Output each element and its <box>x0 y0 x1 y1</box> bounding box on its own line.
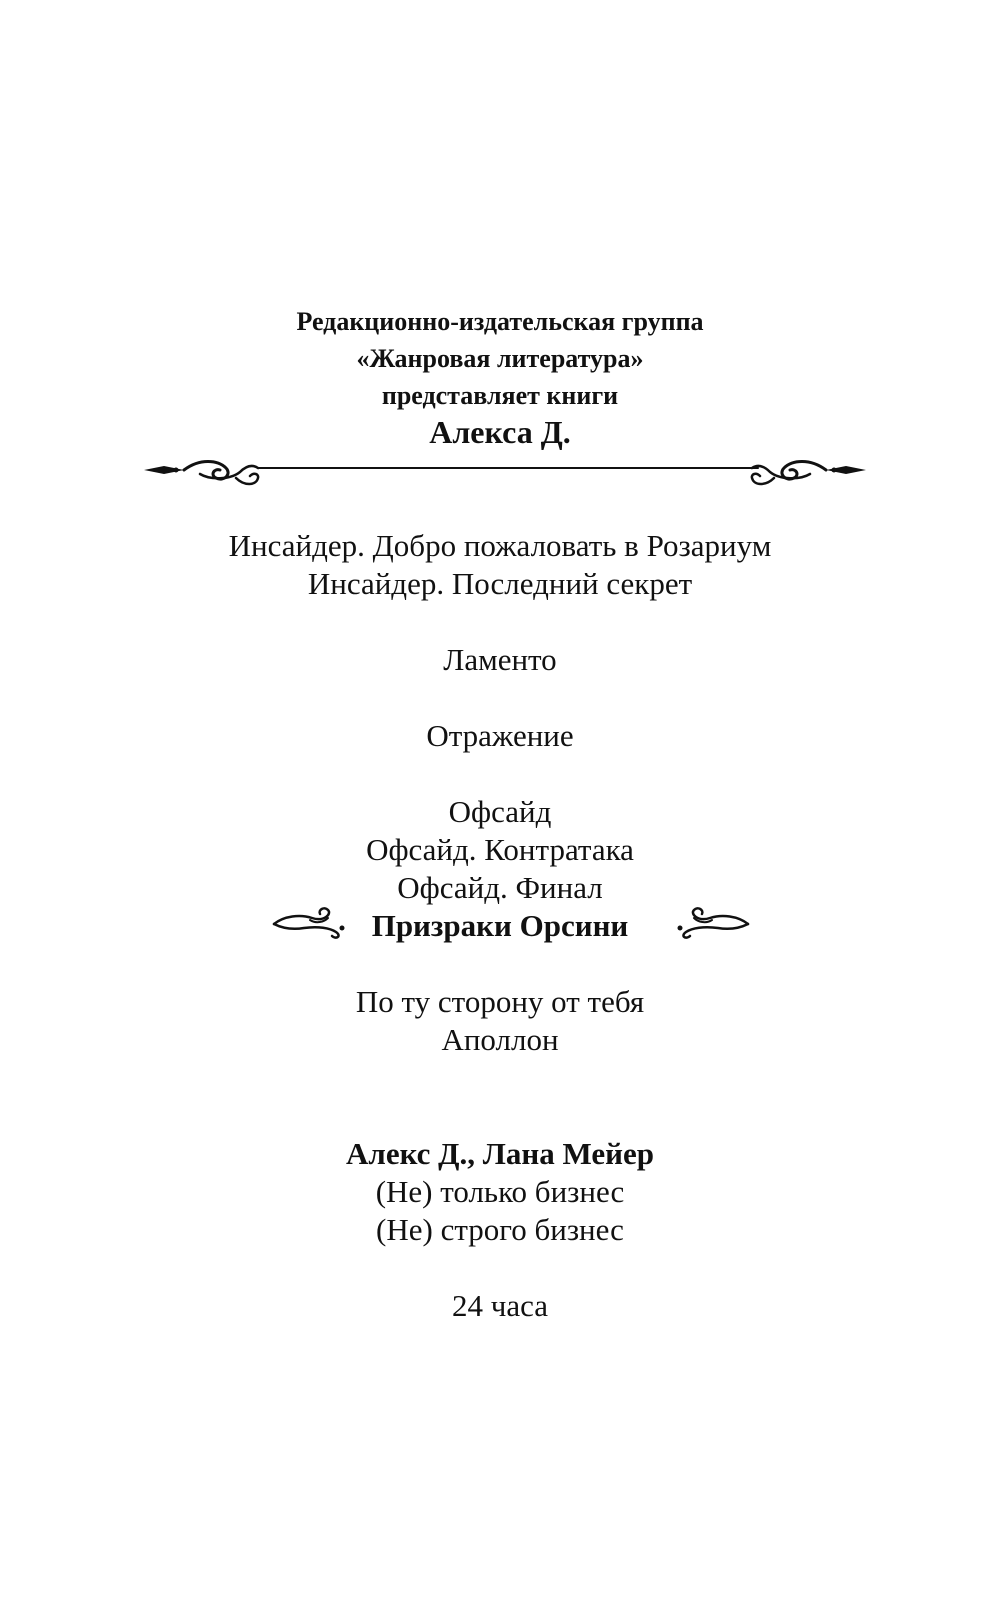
book-apollon: Аполлон <box>441 1022 559 1057</box>
book-po-tu-storonu: По ту сторону от тебя <box>355 984 645 1019</box>
presents-books-line: представляет книги <box>381 381 619 410</box>
book-otrazhenie: Отражение <box>426 718 574 753</box>
book-24-chasa: 24 часа <box>452 1288 548 1323</box>
book-orsini-ghosts: Призраки Орсини <box>371 908 629 943</box>
book-ne-strogo-biznes: (Не) строго бизнес <box>376 1212 624 1247</box>
book-ne-tolko-biznes: (Не) только бизнес <box>375 1174 625 1209</box>
author-name: Алекса Д. <box>429 414 571 450</box>
book-offside-counterattack: Офсайд. Контратака <box>366 832 634 867</box>
book-offside: Офсайд <box>448 794 552 829</box>
book-insider-welcome: Инсайдер. Добро пожаловать в Розариум <box>228 528 772 563</box>
coauthors-heading: Алекс Д., Лана Мейер <box>346 1136 654 1171</box>
ornamental-divider-icon <box>140 450 870 498</box>
book-lamento: Ламенто <box>443 642 557 677</box>
book-insider-last-secret: Инсайдер. Последний секрет <box>307 566 693 601</box>
book-offside-final: Офсайд. Финал <box>397 870 603 905</box>
publisher-imprint-line: «Жанровая литература» <box>356 344 644 373</box>
publisher-group-line: Редакционно-издательская группа <box>296 307 704 336</box>
right-flourish-icon <box>672 906 752 940</box>
